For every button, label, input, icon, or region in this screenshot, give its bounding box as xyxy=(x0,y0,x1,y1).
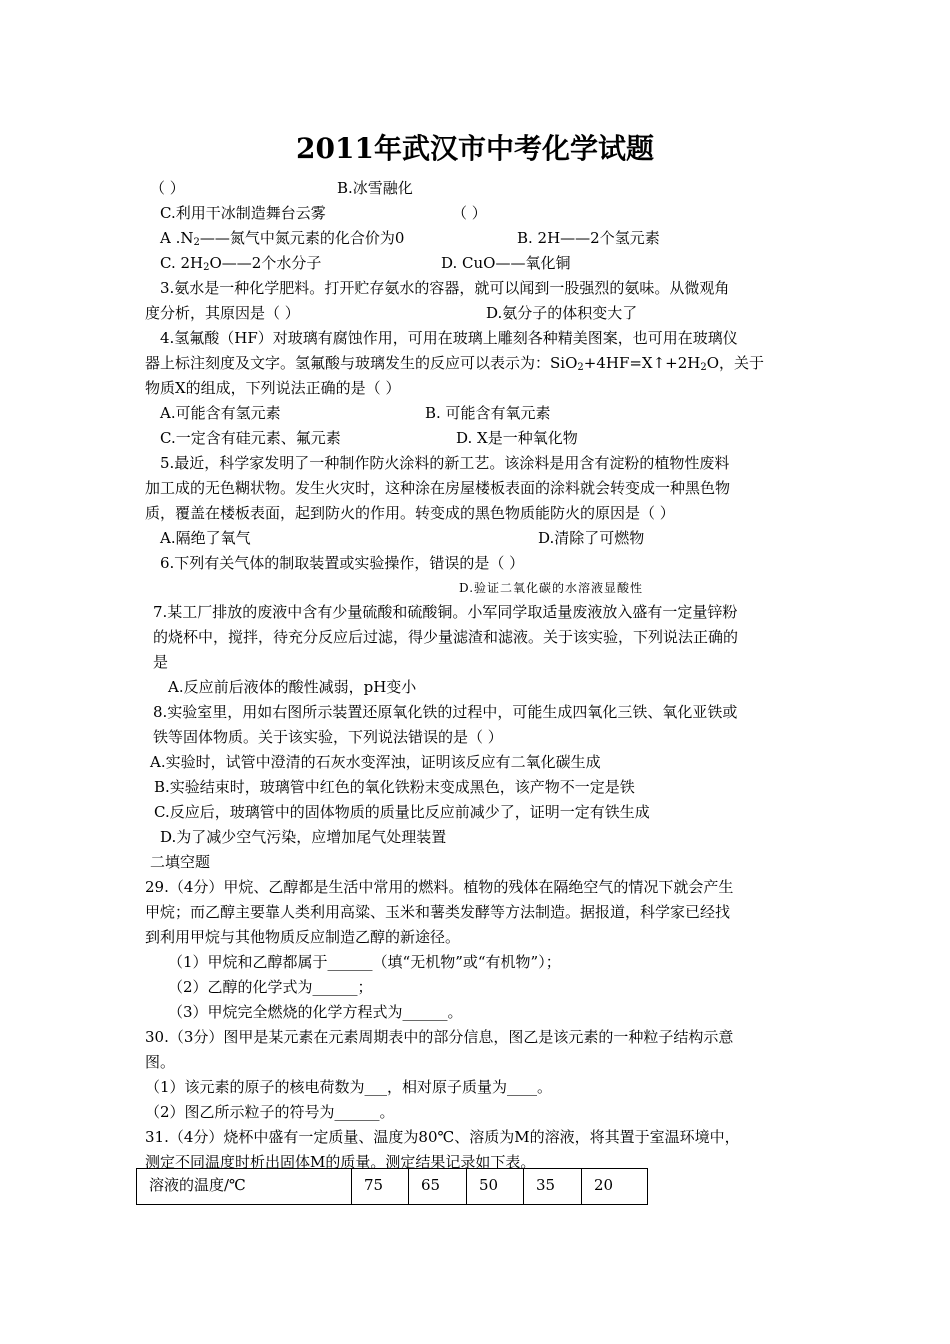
table-cell: 35 xyxy=(524,1169,582,1205)
table-cell: 20 xyxy=(582,1169,648,1205)
q29-text: 29.（4分）甲烷、乙醇都是生活中常用的燃料。植物的残体在隔绝空气的情况下就会产生 xyxy=(145,878,734,896)
temperature-table xyxy=(136,1168,648,1205)
q2-bracket: （ ） xyxy=(452,204,487,222)
q31-text: 31.（4分）烧杯中盛有一定质量、温度为80℃、溶质为M的溶液，将其置于室温环境中， xyxy=(145,1128,740,1146)
table-cell: 50 xyxy=(467,1169,524,1205)
q4-text: 4.氢氟酸（HF）对玻璃有腐蚀作用，可用在玻璃上雕刻各种精美图案，也可用在玻璃仪 xyxy=(160,329,738,347)
table-cell: 65 xyxy=(409,1169,467,1205)
q5-option-d: D.清除了可燃物 xyxy=(538,529,645,547)
q29-text-cont2: 到利用甲烷与其他物质反应制造乙醇的新途径。 xyxy=(145,928,461,946)
q8-option-a: A.实验时，试管中澄清的石灰水变浑浊，证明该反应有二氧化碳生成 xyxy=(150,753,601,771)
section-fill-in: 二填空题 xyxy=(150,853,211,871)
table-header-cell: 溶液的温度/℃ xyxy=(137,1169,352,1205)
q8-text-cont: 铁等固体物质。关于该实验，下列说法错误的是（ ） xyxy=(153,728,503,746)
q7-text: 7.某工厂排放的废液中含有少量硫酸和硫酸铜。小军同学取适量废液放入盛有一定量锌粉 xyxy=(153,603,738,621)
q2-option-b: B. 2H——2个氢元素 xyxy=(517,229,660,247)
q29-part-2: （2）乙醇的化学式为______； xyxy=(168,978,373,996)
q30-part-2: （2）图乙所示粒子的符号为______。 xyxy=(145,1103,395,1121)
q2-option-d: D. CuO——氧化铜 xyxy=(441,254,571,272)
q1-bracket: （ ） xyxy=(150,179,185,197)
q5-text-cont1: 加工成的无色糊状物。发生火灾时，这种涂在房屋楼板表面的涂料就会转变成一种黑色物 xyxy=(145,479,731,497)
page-title: 2011年武汉市中考化学试题 xyxy=(296,132,654,165)
q31-text-cont: 测定不同温度时析出固体M的质量。测定结果记录如下表。 xyxy=(145,1153,536,1171)
q4-equation-line: 器上标注刻度及文字。氢氟酸与玻璃发生的反应可以表示为：$SiO_2+4HF=X↑+2H_2O$，关于 xyxy=(145,354,765,373)
q8-text: 8.实验室里，用如右图所示装置还原氧化铁的过程中，可能生成四氧化三铁、氧化亚铁或 xyxy=(153,703,738,721)
q1-option-c: C.利用干冰制造舞台云雾 xyxy=(160,204,326,222)
q5-option-a: A.隔绝了氧气 xyxy=(160,529,251,547)
q3-text: 3.氨水是一种化学肥料。打开贮存氨水的容器，就可以闻到一股强烈的氨味。从微观角 xyxy=(160,279,730,297)
q30-part-1: （1）该元素的原子的核电荷数为___，相对原子质量为____。 xyxy=(145,1078,553,1096)
q4-option-d: D. X是一种氧化物 xyxy=(456,429,578,447)
q8-option-c: C.反应后，玻璃管中的固体物质的质量比反应前减少了，证明一定有铁生成 xyxy=(154,803,650,821)
q4-text-cont: 物质X的组成，下列说法正确的是（ ） xyxy=(145,379,401,397)
table-row xyxy=(137,1169,648,1205)
table-cell: 75 xyxy=(352,1169,409,1205)
q3-option-d: D.氨分子的体积变大了 xyxy=(486,304,638,322)
q4-option-a: A.可能含有氢元素 xyxy=(160,404,281,422)
q6-option-d: D.验证二氧化碳的水溶液显酸性 xyxy=(459,581,644,595)
q5-text: 5.最近，科学家发明了一种制作防火涂料的新工艺。该涂料是用含有淀粉的植物性废料 xyxy=(160,454,730,472)
q30-text: 30.（3分）图甲是某元素在元素周期表中的部分信息，图乙是该元素的一种粒子结构示意 xyxy=(145,1028,734,1046)
q8-option-b: B.实验结束时，玻璃管中红色的氧化铁粉末变成黑色，该产物不一定是铁 xyxy=(154,778,635,796)
q8-option-d: D.为了减少空气污染，应增加尾气处理装置 xyxy=(160,828,447,846)
q7-text-cont1: 的烧杯中，搅拌，待充分反应后过滤，得少量滤渣和滤液。关于该实验，下列说法正确的 xyxy=(153,628,739,646)
q7-option-a: A.反应前后液体的酸性减弱，pH变小 xyxy=(168,678,417,696)
q29-part-1: （1）甲烷和乙醇都属于______（填“无机物”或“有机物”）； xyxy=(168,953,561,971)
q7-text-cont2: 是 xyxy=(153,653,169,671)
q6-text: 6.下列有关气体的制取装置或实验操作，错误的是（ ） xyxy=(160,554,525,572)
q29-text-cont1: 甲烷；而乙醇主要靠人类利用高粱、玉米和薯类发酵等方法制造。据报道，科学家已经找 xyxy=(145,903,731,921)
q30-text-cont: 图。 xyxy=(145,1053,176,1071)
q3-text-cont: 度分析，其原因是（ ） xyxy=(145,304,300,322)
q2-option-c: C. $2H_2O——2$个水分子 xyxy=(160,254,322,273)
q4-option-c: C.一定含有硅元素、氟元素 xyxy=(160,429,341,447)
q2-option-a: A $.N_2——$氮气中氮元素的化合价为0 xyxy=(160,229,405,248)
q1-option-b: B.冰雪融化 xyxy=(337,179,413,197)
q29-part-3: （3）甲烷完全燃烧的化学方程式为______。 xyxy=(168,1003,463,1021)
q5-text-cont2: 质，覆盖在楼板表面，起到防火的作用。转变成的黑色物质能防火的原因是（ ） xyxy=(145,504,675,522)
q4-option-b: B. 可能含有氧元素 xyxy=(425,404,551,422)
